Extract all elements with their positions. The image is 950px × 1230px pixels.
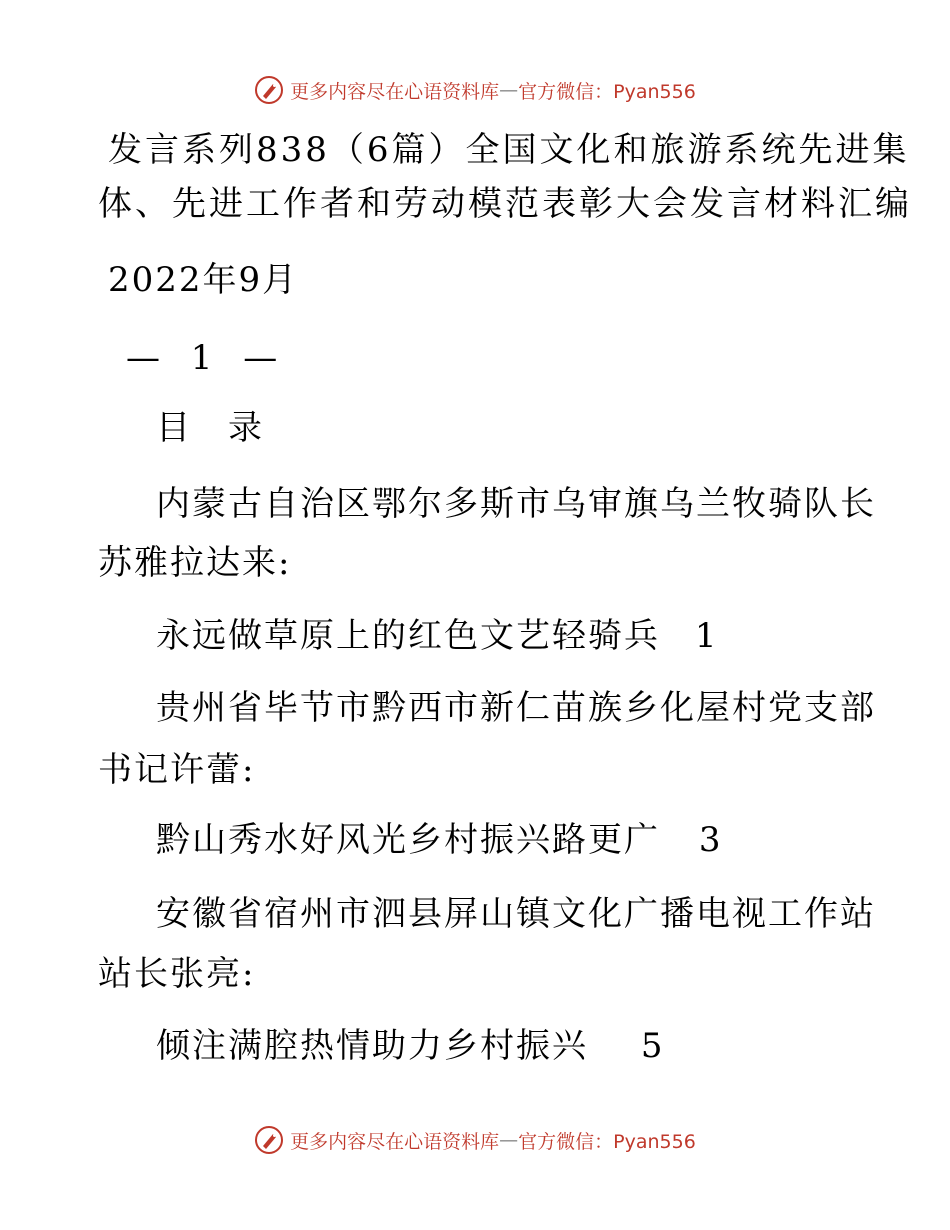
pen-nib-logo-icon [254,1125,284,1155]
header-watermark [0,70,950,110]
toc-entry-title[interactable] [156,818,722,862]
toc-entry-title-text: 黔山秀水好风光乡村振兴路更广 [156,820,660,860]
toc-entry-speaker-line-2: 站长张亮: [98,954,256,994]
toc-entry-speaker-line-1: 贵州省毕节市黔西市新仁苗族乡化屋村党支部 [156,688,876,728]
document-date: 2022年9月 [108,260,299,300]
footer-watermark [0,1120,950,1160]
toc-entry-speaker-line-2: 书记许蕾: [98,750,256,790]
toc-entry-title[interactable] [156,1024,664,1068]
toc-entry-title[interactable] [156,614,718,658]
toc-heading: 目 录 [156,408,264,448]
document-title-line-2: 体、先进工作者和劳动模范表彰大会发言材料汇编 [98,184,912,224]
toc-entry-speaker-line-1: 安徽省宿州市泗县屏山镇文化广播电视工作站 [156,894,876,934]
document-title-line-1: 发言系列838（6篇）全国文化和旅游系统先进集 [108,130,910,170]
watermark-separator: — [499,79,519,101]
page-number-marker: — 1 — [126,338,288,378]
toc-entry-title-text: 倾注满腔热情助力乡村振兴 [156,1026,588,1066]
pen-nib-logo-icon [254,75,284,105]
toc-entry-page: 5 [640,1026,665,1066]
watermark-text: 更多内容尽在心语资料库 [290,1130,500,1153]
watermark-contact: 官方微信：Pyan556 [518,80,696,103]
watermark-text: 更多内容尽在心语资料库 [290,80,500,103]
watermark-contact: 官方微信：Pyan556 [518,1130,696,1153]
toc-entry-page: 3 [698,820,723,860]
toc-entry-speaker-line-1: 内蒙古自治区鄂尔多斯市乌审旗乌兰牧骑队长 [156,484,876,524]
toc-entry-title-text: 永远做草原上的红色文艺轻骑兵 [156,616,660,656]
watermark-separator: — [499,1129,519,1151]
toc-entry-speaker-line-2: 苏雅拉达来: [98,543,292,583]
toc-entry-page: 1 [694,616,719,656]
